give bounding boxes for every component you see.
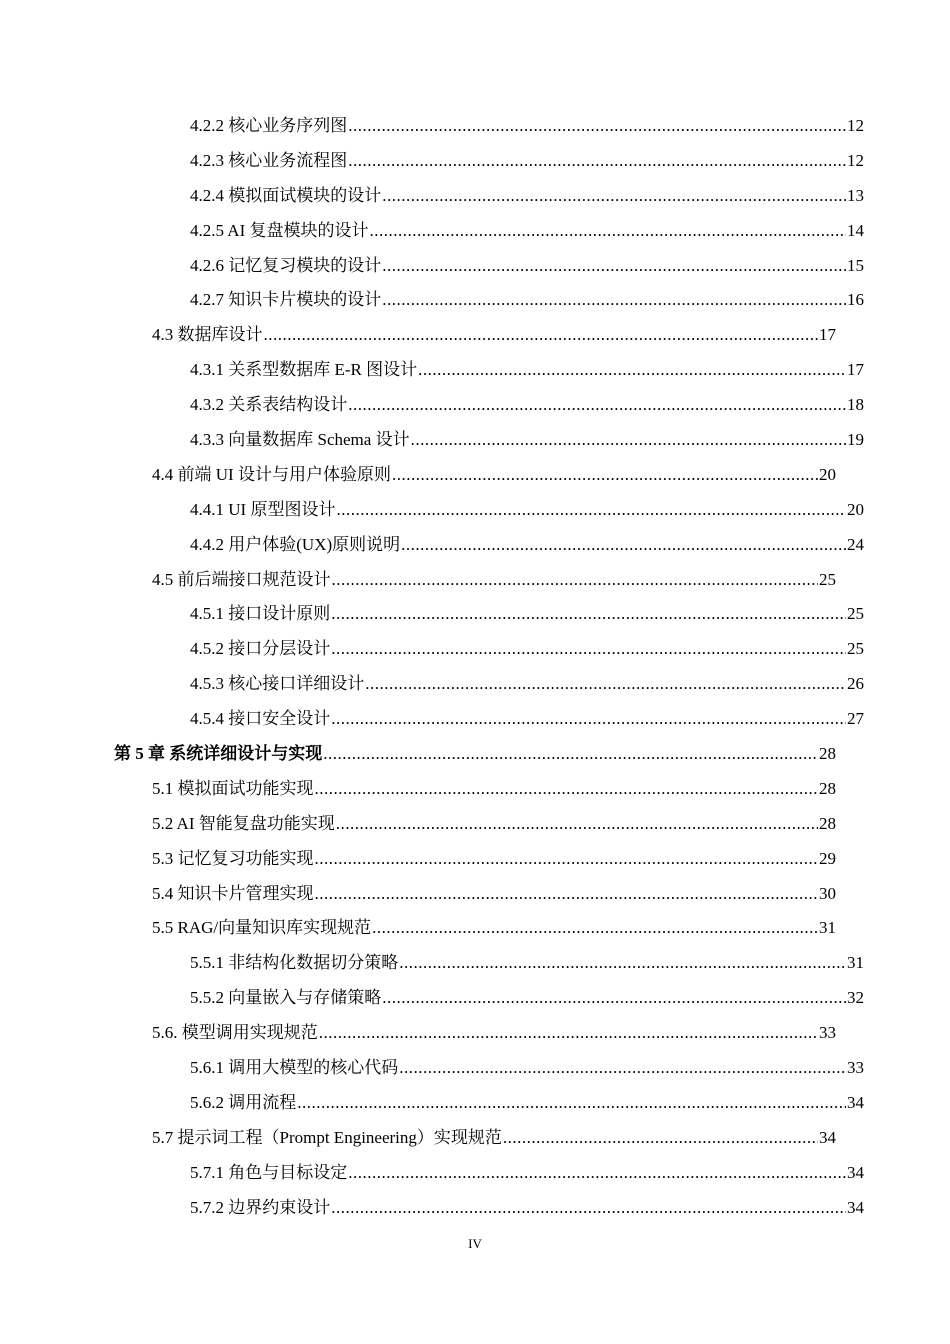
toc-dot-leader — [382, 283, 846, 318]
toc-dot-leader — [370, 214, 847, 249]
toc-page-number: 15 — [847, 255, 864, 275]
toc-entry[interactable] — [0, 842, 950, 877]
toc-dot-leader — [392, 458, 818, 493]
toc-entry[interactable] — [0, 353, 950, 388]
toc-entry-label: 第 5 章 系统详细设计与实现 — [114, 744, 323, 764]
toc-entry[interactable] — [0, 1016, 950, 1051]
toc-entry[interactable] — [0, 423, 950, 458]
toc-entry[interactable] — [0, 1051, 950, 1086]
toc-entry[interactable] — [0, 109, 950, 144]
toc-entry[interactable] — [0, 249, 950, 284]
toc-page-number: 12 — [847, 150, 864, 170]
toc-dot-leader — [336, 807, 818, 842]
toc-entry[interactable] — [0, 1121, 950, 1156]
toc-dot-leader — [315, 842, 819, 877]
toc-entry[interactable] — [0, 1156, 950, 1191]
toc-entry-label: 4.4.1 UI 原型图设计 — [190, 499, 336, 519]
toc-entry[interactable] — [0, 283, 950, 318]
toc-page-number: 28 — [819, 778, 836, 798]
toc-entry[interactable] — [0, 702, 950, 737]
toc-entry-label: 4.5.4 接口安全设计 — [190, 709, 331, 729]
toc-page-number: 25 — [847, 639, 864, 659]
toc-page-number: 25 — [847, 604, 864, 624]
toc-entry[interactable] — [0, 388, 950, 423]
toc-dot-leader — [411, 423, 846, 458]
toc-entry-label: 4.2.7 知识卡片模块的设计 — [190, 290, 382, 310]
toc-entry-label: 4.2.4 模拟面试模块的设计 — [190, 185, 382, 205]
toc-entry[interactable] — [0, 318, 950, 353]
toc-dot-leader — [264, 318, 819, 353]
toc-dot-leader — [382, 981, 846, 1016]
toc-entry-label: 5.7 提示词工程（Prompt Engineering）实现规范 — [152, 1127, 502, 1147]
toc-entry-label: 4.5.2 接口分层设计 — [190, 639, 331, 659]
toc-page-number: 17 — [819, 325, 836, 345]
toc-entry-label: 4.3.3 向量数据库 Schema 设计 — [190, 430, 410, 450]
toc-entry[interactable] — [0, 946, 950, 981]
toc-page-number: 34 — [819, 1127, 836, 1147]
toc-entry-label: 5.7.1 角色与目标设定 — [190, 1162, 348, 1182]
toc-entry[interactable] — [0, 877, 950, 912]
toc-entry[interactable] — [0, 528, 950, 563]
toc-page-number: 20 — [819, 464, 836, 484]
toc-entry-label: 4.2.5 AI 复盘模块的设计 — [190, 220, 369, 240]
toc-page-number: 27 — [847, 709, 864, 729]
toc-dot-leader — [399, 946, 846, 981]
toc-page-number: 26 — [847, 674, 864, 694]
toc-page-number: 28 — [819, 813, 836, 833]
toc-entry[interactable] — [0, 1086, 950, 1121]
toc-entry[interactable] — [0, 1191, 950, 1226]
toc-page-number: 16 — [847, 290, 864, 310]
toc-dot-leader — [365, 667, 846, 702]
toc-entry[interactable] — [0, 772, 950, 807]
toc-page-number: 34 — [847, 1092, 864, 1112]
toc-entry[interactable] — [0, 807, 950, 842]
toc-entry[interactable] — [0, 493, 950, 528]
toc-entry-label: 5.6.1 调用大模型的核心代码 — [190, 1058, 399, 1078]
toc-entry[interactable] — [0, 563, 950, 598]
toc-page-number: 32 — [847, 988, 864, 1008]
toc-entry[interactable] — [0, 632, 950, 667]
toc-page-number: 34 — [847, 1162, 864, 1182]
toc-entry-label: 4.5 前后端接口规范设计 — [152, 569, 331, 589]
toc-entry-label: 4.3 数据库设计 — [152, 325, 263, 345]
toc-entry[interactable] — [0, 981, 950, 1016]
toc-entry-label: 4.5.3 核心接口详细设计 — [190, 674, 365, 694]
toc-entry-label: 5.7.2 边界约束设计 — [190, 1197, 331, 1217]
toc-dot-leader — [315, 772, 819, 807]
toc-dot-leader — [332, 563, 819, 598]
toc-page-number: 18 — [847, 395, 864, 415]
toc-dot-leader — [319, 1016, 818, 1051]
toc-dot-leader — [348, 109, 846, 144]
toc-dot-leader — [348, 388, 846, 423]
toc-page-number: 30 — [819, 883, 836, 903]
toc-entry[interactable] — [0, 214, 950, 249]
toc-entry-label: 5.2 AI 智能复盘功能实现 — [152, 813, 335, 833]
toc-dot-leader — [399, 1051, 846, 1086]
toc-dot-leader — [331, 632, 846, 667]
toc-entry-label: 4.3.2 关系表结构设计 — [190, 395, 348, 415]
toc-entry-label: 4.2.6 记忆复习模块的设计 — [190, 255, 382, 275]
toc-dot-leader — [331, 702, 846, 737]
toc-entry-label: 4.2.2 核心业务序列图 — [190, 116, 348, 135]
toc-page-number: 14 — [847, 220, 864, 240]
toc-page-number: 34 — [847, 1197, 864, 1217]
toc-dot-leader — [336, 493, 846, 528]
toc-entry-label: 5.4 知识卡片管理实现 — [152, 883, 314, 903]
toc-page-number: 13 — [847, 185, 864, 205]
toc-entry-label: 4.3.1 关系型数据库 E-R 图设计 — [190, 360, 418, 380]
toc-dot-leader — [372, 911, 818, 946]
toc-entry[interactable] — [0, 911, 950, 946]
toc-entry[interactable] — [0, 144, 950, 179]
toc-entry-label: 5.5.2 向量嵌入与存储策略 — [190, 988, 382, 1008]
toc-entry-label: 4.2.3 核心业务流程图 — [190, 150, 348, 170]
toc-page-number: 28 — [819, 744, 836, 764]
toc-entry[interactable] — [0, 667, 950, 702]
toc-dot-leader — [401, 528, 846, 563]
toc-dot-leader — [323, 737, 818, 772]
toc-entry-label: 5.5.1 非结构化数据切分策略 — [190, 953, 399, 973]
toc-page-number: 33 — [819, 1023, 836, 1043]
toc-page-number: 17 — [847, 360, 864, 380]
table-of-contents — [0, 109, 950, 1226]
toc-entry-label: 4.5.1 接口设计原则 — [190, 604, 331, 624]
toc-entry[interactable] — [0, 458, 950, 493]
toc-entry-label: 5.3 记忆复习功能实现 — [152, 848, 314, 868]
toc-entry-label: 4.4 前端 UI 设计与用户体验原则 — [152, 464, 391, 484]
toc-page-number: 31 — [819, 918, 836, 938]
toc-dot-leader — [297, 1086, 846, 1121]
toc-entry-label: 4.4.2 用户体验(UX)原则说明 — [190, 534, 401, 554]
toc-dot-leader — [348, 144, 846, 179]
toc-entry-label: 5.1 模拟面试功能实现 — [152, 778, 314, 798]
toc-page-number: 19 — [847, 430, 864, 450]
toc-entry-label: 5.5 RAG/向量知识库实现规范 — [152, 918, 372, 938]
toc-entry[interactable] — [0, 179, 950, 214]
toc-page-number: 25 — [819, 569, 836, 589]
toc-dot-leader — [382, 179, 846, 214]
toc-dot-leader — [331, 597, 846, 632]
toc-dot-leader — [331, 1191, 846, 1226]
toc-dot-leader — [315, 877, 819, 912]
toc-page-number: 20 — [847, 499, 864, 519]
toc-page-number: 31 — [847, 953, 864, 973]
toc-entry-label: 5.6.2 调用流程 — [190, 1092, 297, 1112]
toc-entry-label: 5.6. 模型调用实现规范 — [152, 1023, 318, 1043]
toc-dot-leader — [503, 1121, 818, 1156]
toc-page-number: 24 — [847, 534, 864, 554]
toc-dot-leader — [348, 1156, 846, 1191]
toc-chapter-entry[interactable] — [0, 737, 950, 772]
toc-page-number: 29 — [819, 848, 836, 868]
toc-dot-leader — [418, 353, 846, 388]
toc-page-number: 33 — [847, 1058, 864, 1078]
toc-page-number: 12 — [847, 116, 864, 135]
page-number: IV — [468, 1236, 482, 1251]
toc-entry[interactable] — [0, 597, 950, 632]
toc-dot-leader — [382, 249, 846, 284]
